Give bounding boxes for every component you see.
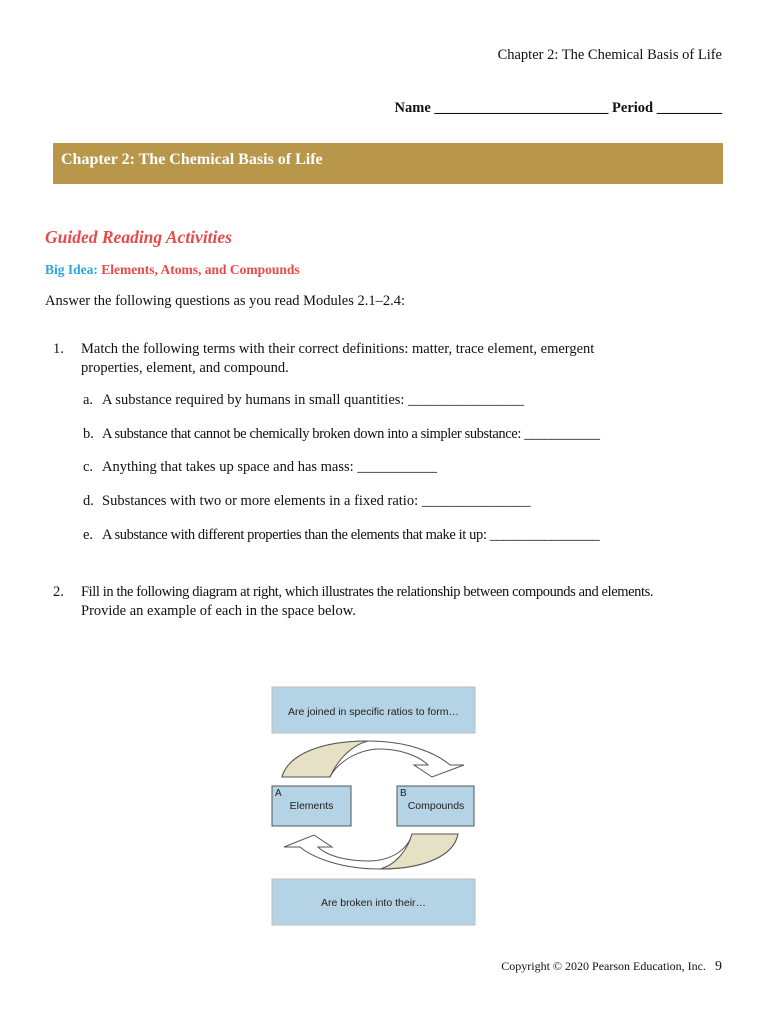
item-letter: c. bbox=[83, 459, 94, 475]
item-text: Substances with two or more elements in a fixed ratio: _______________ bbox=[102, 493, 531, 509]
item-letter: a. bbox=[83, 392, 94, 408]
question-number: 2. bbox=[53, 584, 64, 600]
big-idea-topic: Elements, Atoms, and Compounds bbox=[101, 262, 300, 277]
copyright-text: Copyright © 2020 Pearson Education, Inc. bbox=[501, 959, 706, 973]
box-b-label: Compounds bbox=[407, 800, 465, 812]
question-text-line1: Fill in the following diagram at right, which illustrates the relationship between compounds and elements. bbox=[81, 584, 654, 600]
question-1 bbox=[53, 340, 733, 380]
question-2 bbox=[53, 583, 743, 623]
name-label: Name bbox=[394, 100, 431, 116]
running-title: Chapter 2: The Chemical Basis of Life bbox=[497, 47, 722, 63]
question-text-line2: Provide an example of each in the space below. bbox=[81, 603, 356, 619]
item-text: Anything that takes up space and has mass: ___________ bbox=[102, 459, 438, 475]
upper-arrow-shade bbox=[282, 741, 368, 777]
top-box-text: Are joined in specific ratios to form… bbox=[288, 706, 459, 718]
bottom-box-text: Are broken into their… bbox=[320, 897, 427, 909]
section-heading: Guided Reading Activities bbox=[45, 227, 232, 247]
chapter-banner bbox=[53, 143, 723, 184]
item-text: A substance required by humans in small quantities: ________________ bbox=[102, 392, 525, 408]
period-label: Period bbox=[612, 100, 654, 116]
big-idea-label: Big Idea: bbox=[45, 262, 98, 277]
box-a-label: Elements bbox=[289, 800, 334, 812]
item-letter: d. bbox=[83, 493, 94, 509]
elements-compounds-diagram bbox=[268, 683, 480, 929]
lower-arrow-shade bbox=[380, 834, 458, 869]
footer bbox=[501, 959, 722, 975]
item-text: A substance with different properties than the elements that make it up: ________________ bbox=[102, 527, 600, 543]
item-letter: b. bbox=[83, 426, 94, 442]
question-text-line1: Match the following terms with their correct definitions: matter, trace element, emergent bbox=[81, 341, 595, 357]
question-text-line2: properties, element, and compound. bbox=[81, 360, 289, 376]
name-blank: ________________________ bbox=[434, 100, 609, 116]
box-b-letter: B bbox=[400, 788, 407, 799]
intro-text: Answer the following questions as you read Modules 2.1–2.4: bbox=[45, 293, 406, 309]
chapter-banner-title: Chapter 2: The Chemical Basis of Life bbox=[61, 151, 323, 168]
big-idea bbox=[45, 262, 300, 278]
page-number: 9 bbox=[715, 959, 722, 974]
name-period-line bbox=[395, 100, 722, 117]
period-blank: _________ bbox=[656, 100, 722, 116]
item-letter: e. bbox=[83, 527, 94, 543]
question-number: 1. bbox=[53, 341, 64, 357]
box-a-letter: A bbox=[275, 788, 282, 799]
item-text: A substance that cannot be chemically broken down into a simpler substance: ___________ bbox=[102, 426, 600, 442]
